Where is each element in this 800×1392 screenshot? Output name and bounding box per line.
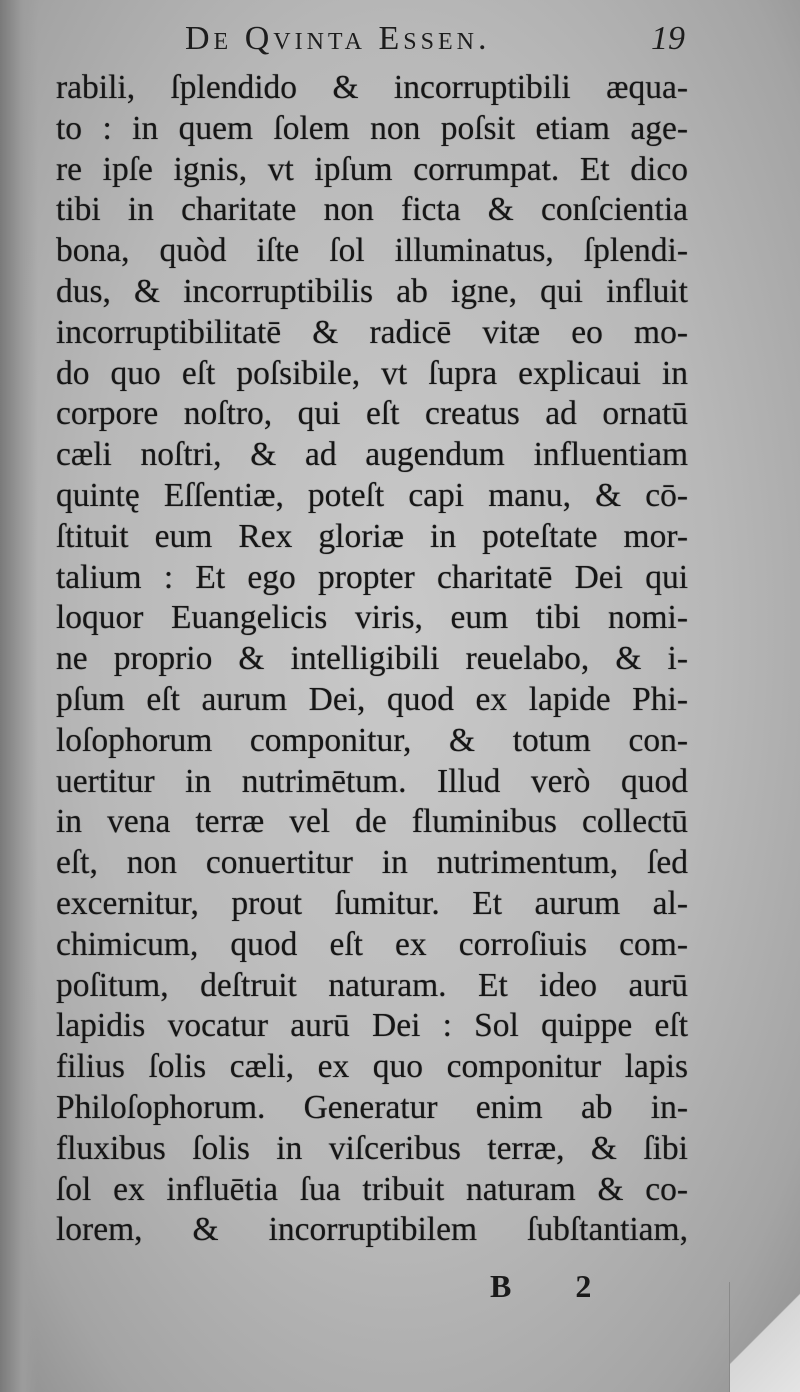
text-line: corpore noſtro, qui eſt creatus ad ornatū xyxy=(56,395,688,433)
text-line: ſtituit eum Rex gloriæ in poteſtate mor- xyxy=(56,517,688,555)
text-line: re ipſe ignis, vt ipſum corrumpat. Et dico xyxy=(56,150,688,188)
text-line: quintę Eſſentiæ, poteſt capi manu, & cō- xyxy=(56,476,688,514)
page-corner xyxy=(729,1282,800,1392)
page-number: 19 xyxy=(651,20,685,57)
text-line: lapidis vocatur aurū Dei : Sol quippe eſt xyxy=(56,1007,688,1045)
text-line: uertitur in nutrimētum. Illud verò quod xyxy=(56,762,688,800)
gutter-shadow xyxy=(0,0,38,1392)
text-line: excernitur, prout ſumitur. Et aurum al- xyxy=(56,884,688,922)
text-line: ſol ex influētia ſua tribuit naturam & co- xyxy=(56,1170,688,1208)
text-line: fluxibus ſolis in viſceribus terræ, & ſibi xyxy=(56,1129,688,1167)
text-line: cæli noſtri, & ad augendum influentiam xyxy=(56,436,688,474)
text-line: in vena terræ vel de fluminibus collectū xyxy=(56,803,688,841)
text-line: loquor Euangelicis viris, eum tibi nomi- xyxy=(56,599,688,637)
text-line: lorem, & incorruptibilem ſubſtantiam, xyxy=(56,1211,688,1249)
text-line: to : in quem ſolem non poſsit etiam age- xyxy=(56,109,688,147)
text-line: loſophorum componitur, & totum con- xyxy=(56,721,688,759)
text-line: tibi in charitate non ficta & conſcientia xyxy=(56,191,688,229)
text-line: do quo eſt poſsibile, vt ſupra explicaui in xyxy=(56,354,688,392)
text-line: bona, quòd iſte ſol illuminatus, ſplendi- xyxy=(56,232,688,270)
text-line: eſt, non conuertitur in nutrimentum, ſed xyxy=(56,844,688,882)
signature-mark: B 2 xyxy=(490,1268,620,1304)
text-line: ne proprio & intelligibili reuelabo, & i- xyxy=(56,640,688,678)
text-line: poſitum, deſtruit naturam. Et ideo aurū xyxy=(56,966,688,1004)
text-line: incorruptibilitatē & radicē vitæ eo mo- xyxy=(56,313,688,351)
text-line: rabili, ſplendido & incorruptibili æqua- xyxy=(56,69,688,106)
text-line: chimicum, quod eſt ex corroſiuis com- xyxy=(56,925,688,963)
text-line: filius ſolis cæli, ex quo componitur lapis xyxy=(56,1048,688,1086)
text-line: pſum eſt aurum Dei, quod ex lapide Phi- xyxy=(56,680,688,718)
running-title: De Qvinta Essen. xyxy=(185,20,491,57)
text-line: Philoſophorum. Generatur enim ab in- xyxy=(56,1088,688,1126)
body-text xyxy=(56,68,688,1251)
page-header xyxy=(185,14,685,64)
text-line: talium : Et ego propter charitatē Dei qui xyxy=(56,558,688,596)
text-line: dus, & incorruptibilis ab igne, qui influit xyxy=(56,272,688,310)
